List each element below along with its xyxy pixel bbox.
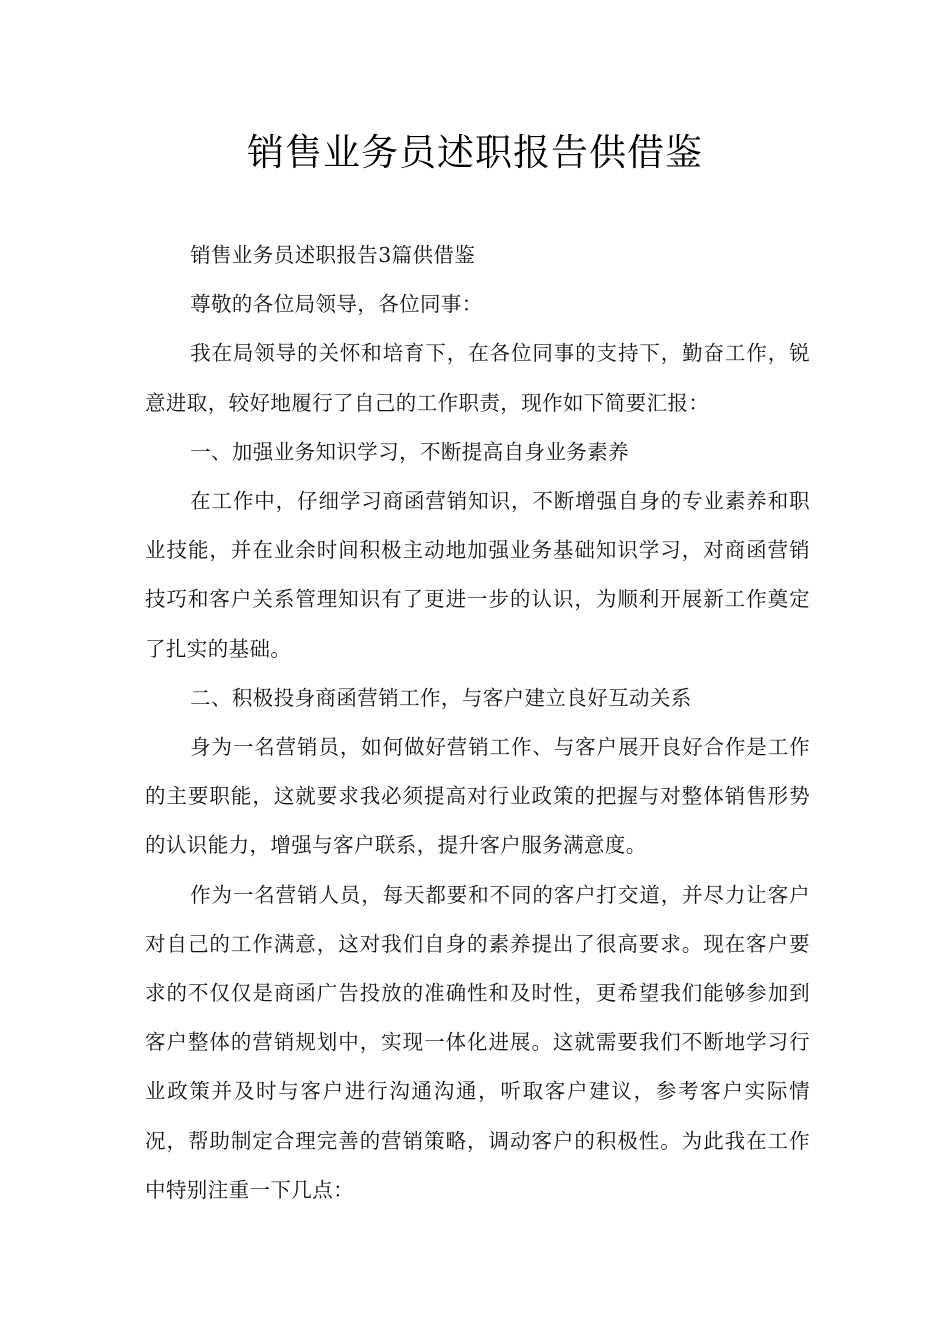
document-body	[145, 231, 810, 1215]
document-title: 销售业务员述职报告供借鉴	[247, 131, 703, 174]
paragraph-intro: 我在局领导的关怀和培育下，在各位同事的支持下，勤奋工作，锐意进取，较好地履行了自己的工作职责，现作如下简要汇报：	[145, 341, 810, 415]
paragraph-section-2a: 身为一名营销员，如何做好营销工作、与客户展开良好合作是工作的主要职能，这就要求我必须提高对行业政策的把握与对整体销售形势的认识能力，增强与客户联系，提升客户服务满意度。	[145, 735, 810, 858]
paragraph-salutation: 尊敬的各位局领导，各位同事：	[190, 292, 483, 317]
paragraph-subtitle: 销售业务员述职报告3篇供借鉴	[190, 243, 476, 267]
paragraph-section-2b: 作为一名营销人员，每天都要和不同的客户打交道，并尽力让客户对自己的工作满意，这对我们自身的素养提出了很高要求。现在客户要求的不仅仅是商函广告投放的准确性和及时性，更希望我们能够参加到客户整体的营销规划中，实现一体化进展。这就需要我们不断地学习行业政策并及时与客户进行沟通沟通，听取客户建议，参考客户实际情况，帮助制定合理完善的营销策略，调动客户的积极性。为此我在工作中特别注重一下几点：	[145, 882, 810, 1202]
section-heading-2: 二、积极投身商函营销工作，与客户建立良好互动关系	[190, 685, 692, 710]
paragraph-section-1: 在工作中，仔细学习商函营销知识，不断增强自身的专业素养和职业技能，并在业余时间积极主动地加强业务基础知识学习，对商函营销技巧和客户关系管理知识有了更进一步的认识，为顺利开展新工作奠定了扎实的基础。	[145, 489, 810, 661]
section-heading-1: 一、加强业务知识学习，不断提高自身业务素养	[190, 439, 629, 464]
